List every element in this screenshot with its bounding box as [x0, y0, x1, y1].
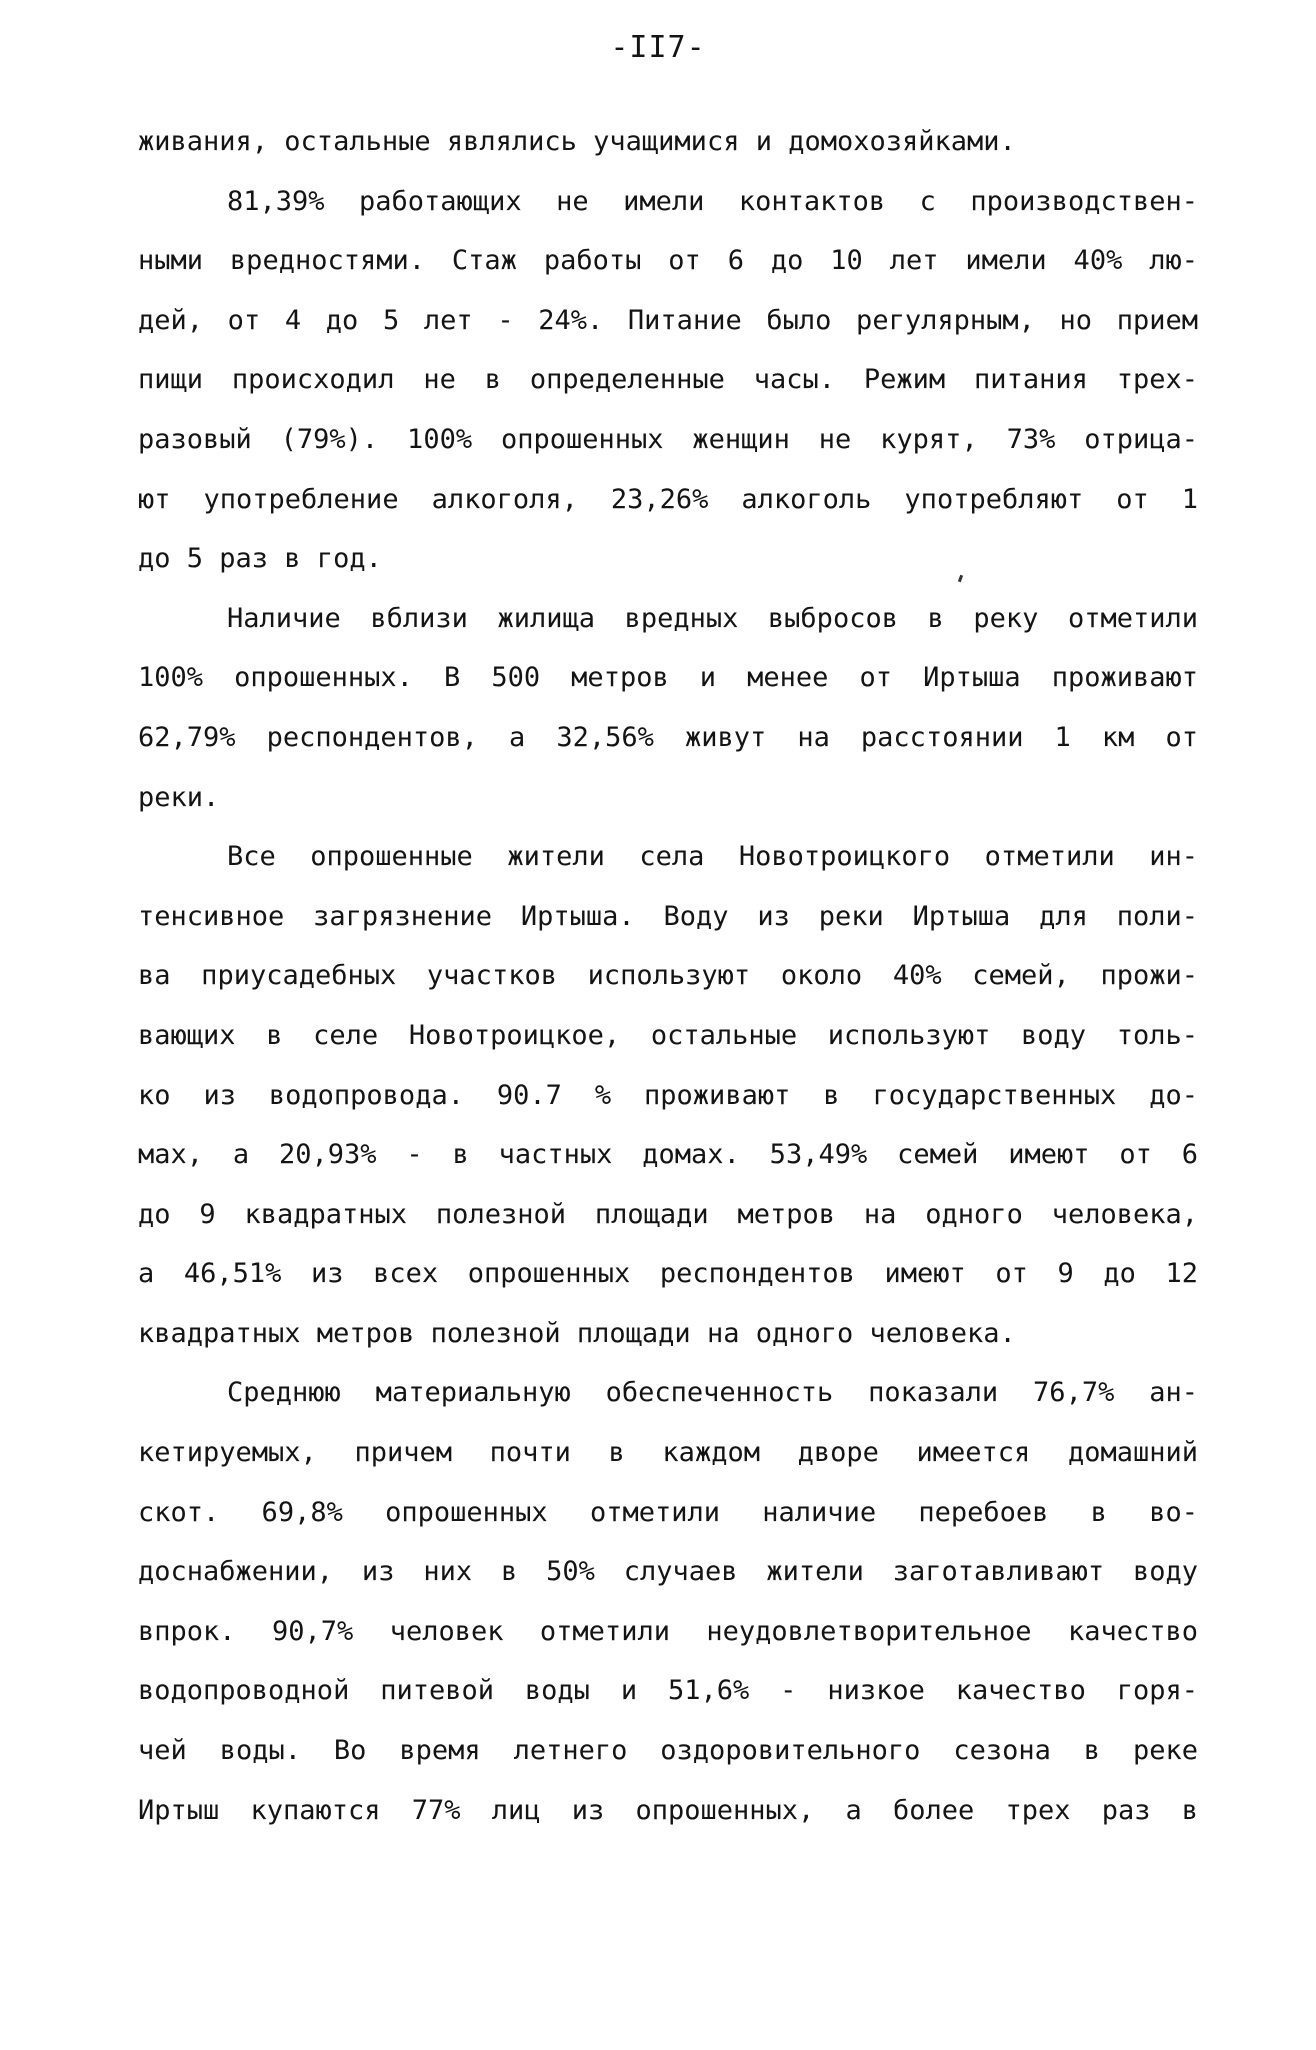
text-line: скот. 69,8% опрошенных отметили наличие перебоев в во- — [138, 1496, 1198, 1528]
text-line: реки. — [138, 781, 220, 813]
body-text — [138, 112, 1198, 1840]
text-line: чей воды. Во время летнего оздоровительного сезона в реке — [138, 1735, 1198, 1767]
text-line: кетируемых, причем почти в каждом дворе имеется домашний — [138, 1437, 1198, 1469]
text-line: пищи происходил не в определенные часы. Режим питания трех- — [138, 364, 1198, 396]
text-line: доснабжении, из них в 50% случаев жители заготавливают воду — [138, 1556, 1198, 1588]
text-line: Иртыш купаются 77% лиц из опрошенных, а более трех раз в — [138, 1794, 1198, 1826]
text-line: 62,79% респондентов, а 32,56% живут на расстоянии 1 км от — [138, 721, 1198, 753]
text-line: Все опрошенные жители села Новотроицкого отметили ин- — [227, 841, 1198, 873]
text-line: а 46,51% из всех опрошенных респондентов имеют от 9 до 12 — [138, 1258, 1198, 1290]
text-line: ют употребление алкоголя, 23,26% алкоголь употребляют от 1 — [138, 483, 1198, 515]
text-line: квадратных метров полезной площади на одного человека. — [138, 1317, 1016, 1349]
text-line: впрок. 90,7% человек отметили неудовлетворительное качество — [138, 1615, 1198, 1647]
text-line: до 5 раз в год. — [138, 543, 382, 575]
text-line: ко из водопровода. 90.7 % проживают в государственных до- — [138, 1079, 1198, 1111]
text-line: Среднюю материальную обеспеченность показали 76,7% ан- — [227, 1377, 1198, 1409]
text-line: 81,39% работающих не имели контактов с производствен- — [227, 185, 1198, 217]
text-line: ва приусадебных участков используют около 40% семей, прожи- — [138, 960, 1198, 992]
text-line: мах, а 20,93% - в частных домах. 53,49% семей имеют от 6 — [138, 1139, 1198, 1171]
text-line: водопроводной питевой воды и 51,6% - низкое качество горя- — [138, 1675, 1198, 1707]
text-line: ными вредностями. Стаж работы от 6 до 10 лет имели 40% лю- — [138, 245, 1198, 277]
text-line: до 9 квадратных полезной площади метров на одного человека, — [138, 1198, 1198, 1230]
text-line: тенсивное загрязнение Иртыша. Воду из реки Иртыша для поли- — [138, 900, 1198, 932]
text-line: вающих в селе Новотроицкое, остальные используют воду толь- — [138, 1019, 1198, 1051]
text-line: живания, остальные являлись учащимися и домохозяйками. — [138, 126, 1016, 157]
text-line: Наличие вблизи жилища вредных выбросов в реку отметили — [227, 602, 1198, 634]
page-number: -II7- — [610, 30, 706, 65]
text-line: дей, от 4 до 5 лет - 24%. Питание было регулярным, но прием — [138, 304, 1198, 336]
text-line: разовый (79%). 100% опрошенных женщин не курят, 73% отрица- — [138, 423, 1198, 455]
text-line: 100% опрошенных. В 500 метров и менее от Иртыша проживают — [138, 662, 1198, 694]
